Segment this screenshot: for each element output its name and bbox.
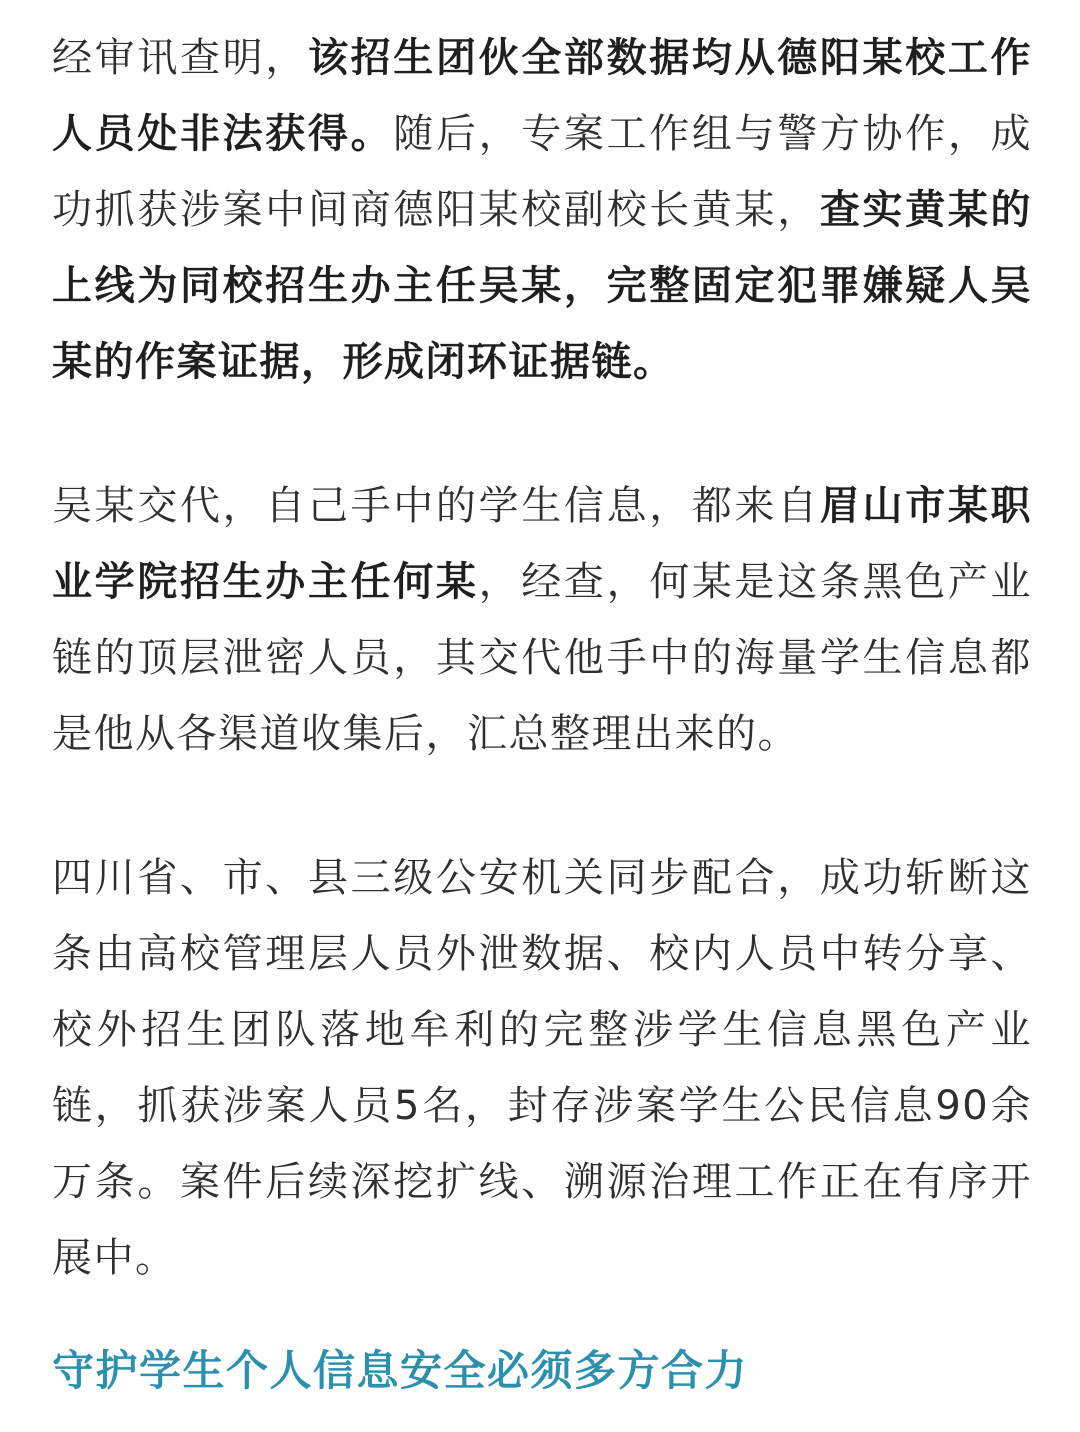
paragraph-investigation [52,20,1032,400]
text-segment-bold: 该招生团伙全部数据均从德阳某校工作人员处非法获得。 [52,35,1033,157]
text-segment-bold: 眉山市某职业学院招生办主任何某 [52,483,1033,605]
text-segment: 四川省、市、县三级公安机关同步配合，成功斩断这条由高校管理层人员外泄数据、校内人员中转分享、校外招生团队落地牟利的完整涉学生信息黑色产业链，抓获涉案人员5名，封存涉案学生公民信息90余万条。案件后续深挖扩线、溯源治理工作正在有序开展中。 [52,855,1032,1281]
text-segment: 随后，专案工作组与警方协作，成功抓获涉案中间商德阳某校副校长黄某， [52,111,1033,233]
section-heading: 守护学生个人信息安全必须多方合力 [52,1346,749,1395]
article-body [52,20,1032,1296]
paragraph-confession [52,468,1032,772]
text-segment: ，经查，何某是这条黑色产业链的顶层泄密人员，其交代他手中的海量学生信息都是他从各渠道收集后，汇总整理出来的。 [52,559,1033,757]
paragraph-outcome [52,840,1032,1296]
text-segment: 经审讯查明， [52,35,308,81]
text-segment-bold: 查实黄某的上线为同校招生办主任吴某，完整固定犯罪嫌疑人吴某的作案证据，形成闭环证据链。 [52,187,1033,385]
text-segment: 吴某交代，自己手中的学生信息，都来自 [52,483,820,529]
